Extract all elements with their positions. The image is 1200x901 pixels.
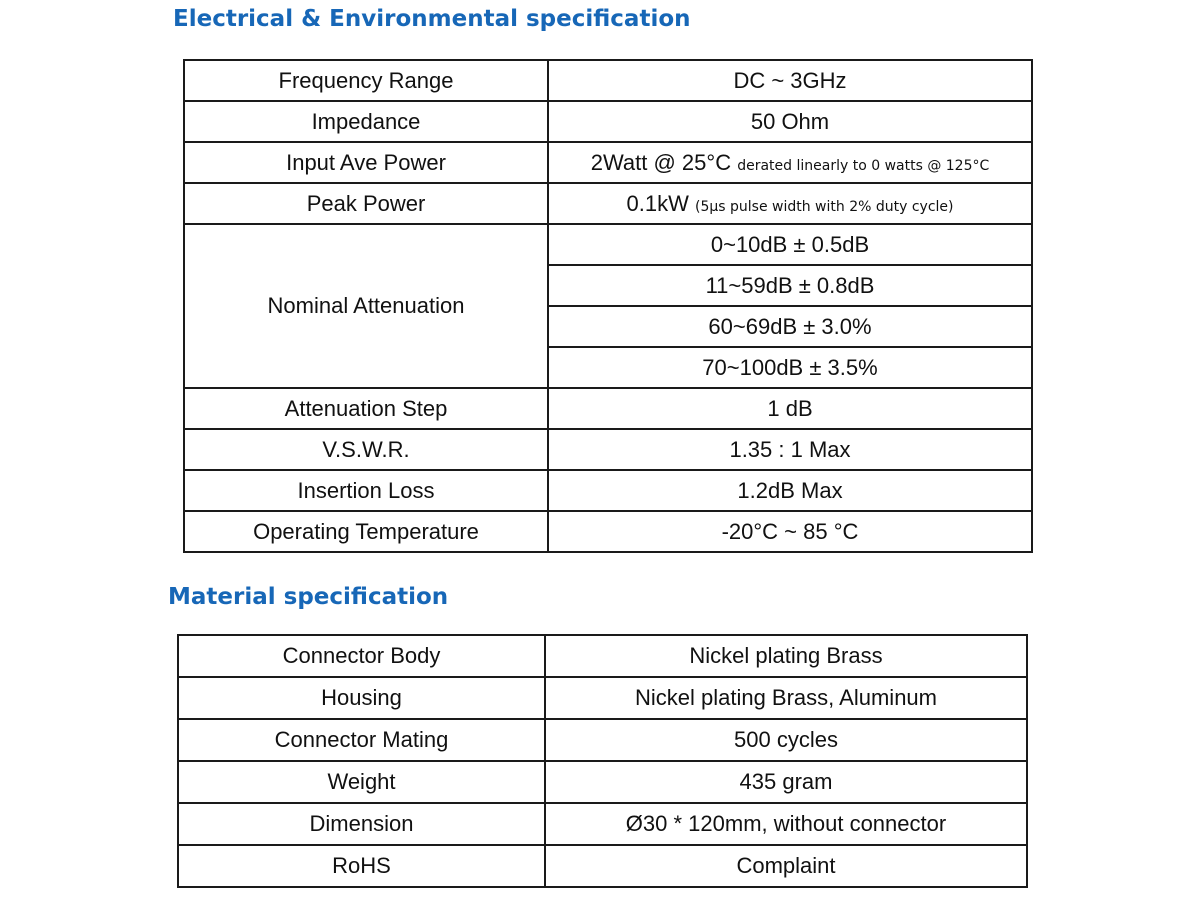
table-row — [178, 719, 1027, 761]
spec-label: Dimension — [178, 803, 545, 845]
spec-value-cell — [548, 142, 1032, 183]
spec-label: Insertion Loss — [184, 470, 548, 511]
table-row — [184, 470, 1032, 511]
table-row — [184, 183, 1032, 224]
table-row — [184, 429, 1032, 470]
electrical-section-title: Electrical & Environmental specification — [173, 6, 691, 32]
spec-label: Operating Temperature — [184, 511, 548, 552]
spec-label: Frequency Range — [184, 60, 548, 101]
spec-label: RoHS — [178, 845, 545, 887]
spec-value: 1.2dB Max — [548, 470, 1032, 511]
material-spec-table — [177, 634, 1028, 888]
spec-value: Nickel plating Brass — [545, 635, 1027, 677]
spec-label: Peak Power — [184, 183, 548, 224]
table-row — [184, 101, 1032, 142]
spec-label: Nominal Attenuation — [184, 224, 548, 388]
spec-value: DC ~ 3GHz — [548, 60, 1032, 101]
spec-label: Input Ave Power — [184, 142, 548, 183]
spec-label: Weight — [178, 761, 545, 803]
table-row — [178, 677, 1027, 719]
table-row — [184, 388, 1032, 429]
spec-value: 1 dB — [548, 388, 1032, 429]
spec-note: derated linearly to 0 watts @ 125°C — [737, 157, 990, 174]
spec-value: 0~10dB ± 0.5dB — [548, 224, 1032, 265]
spec-value: 70~100dB ± 3.5% — [548, 347, 1032, 388]
table-row — [184, 511, 1032, 552]
spec-value: Nickel plating Brass, Aluminum — [545, 677, 1027, 719]
spec-note: (5µs pulse width with 2% duty cycle) — [694, 198, 954, 215]
spec-label: V.S.W.R. — [184, 429, 548, 470]
spec-value-cell — [548, 183, 1032, 224]
table-row — [184, 60, 1032, 101]
spec-value: Ø30 * 120mm, without connector — [545, 803, 1027, 845]
table-row — [184, 142, 1032, 183]
spec-label: Impedance — [184, 101, 548, 142]
spec-value: 1.35 : 1 Max — [548, 429, 1032, 470]
spec-label: Housing — [178, 677, 545, 719]
spec-value: -20°C ~ 85 °C — [548, 511, 1032, 552]
table-row — [178, 761, 1027, 803]
spec-value: 50 Ohm — [548, 101, 1032, 142]
spec-value: 0.1kW — [626, 190, 689, 216]
spec-value: 11~59dB ± 0.8dB — [548, 265, 1032, 306]
spec-label: Connector Mating — [178, 719, 545, 761]
electrical-spec-table — [183, 59, 1033, 553]
material-section-title: Material specification — [168, 584, 449, 610]
spec-value: Complaint — [545, 845, 1027, 887]
table-row — [184, 224, 1032, 265]
spec-label: Connector Body — [178, 635, 545, 677]
spec-label: Attenuation Step — [184, 388, 548, 429]
spec-value: 435 gram — [545, 761, 1027, 803]
spec-value: 2Watt @ 25°C — [590, 149, 732, 175]
spec-value: 500 cycles — [545, 719, 1027, 761]
table-row — [178, 845, 1027, 887]
table-row — [178, 803, 1027, 845]
spec-value: 60~69dB ± 3.0% — [548, 306, 1032, 347]
table-row — [178, 635, 1027, 677]
